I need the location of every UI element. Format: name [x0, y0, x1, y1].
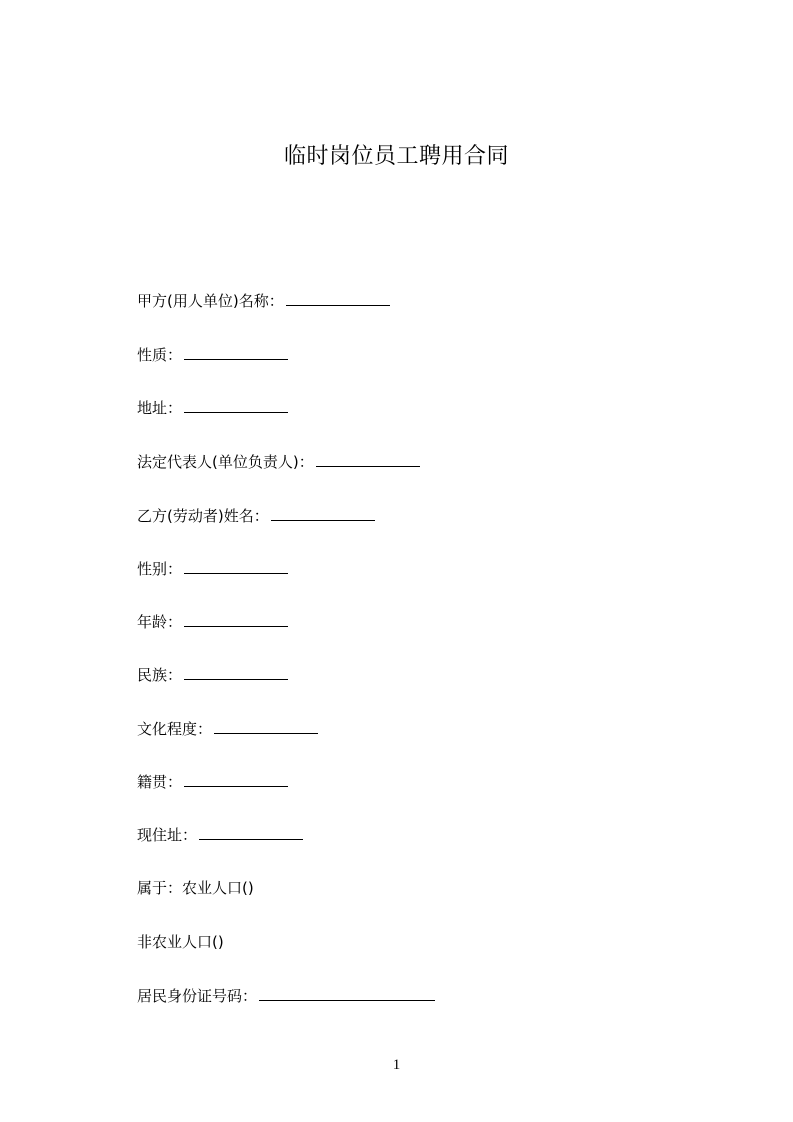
employer-name-field[interactable] [286, 291, 390, 306]
native-place-label: 籍贯： [137, 773, 183, 791]
worker-name-field[interactable] [271, 506, 375, 521]
gender-field[interactable] [184, 559, 288, 574]
address-label: 地址： [137, 399, 183, 417]
id-number-line [137, 986, 435, 1006]
ethnicity-label: 民族： [137, 666, 183, 684]
employer-name-label: 甲方(用人单位)名称： [137, 292, 284, 310]
education-label: 文化程度： [137, 720, 213, 738]
id-number-label: 居民身份证号码： [137, 987, 258, 1005]
age-field[interactable] [184, 612, 288, 627]
age-line [137, 612, 288, 632]
ethnicity-line [137, 665, 288, 685]
address-field[interactable] [184, 398, 288, 413]
worker-name-line [137, 506, 375, 526]
nature-line [137, 345, 288, 365]
legal-representative-field[interactable] [316, 452, 420, 467]
native-place-field[interactable] [184, 772, 288, 787]
page-number: 1 [392, 1057, 401, 1073]
native-place-line [137, 772, 288, 792]
id-number-field[interactable] [259, 986, 435, 1001]
current-address-label: 现住址： [137, 826, 198, 844]
current-address-field[interactable] [199, 825, 303, 840]
nature-field[interactable] [184, 345, 288, 360]
gender-label: 性别： [137, 560, 183, 578]
legal-representative-label: 法定代表人(单位负责人)： [137, 453, 314, 471]
ethnicity-field[interactable] [184, 665, 288, 680]
non-agricultural-household-line [137, 932, 224, 952]
address-line [137, 398, 288, 418]
non-agricultural-household-label: 非农业人口() [137, 933, 224, 951]
legal-representative-line [137, 452, 420, 472]
agricultural-household-line [137, 878, 254, 898]
gender-line [137, 559, 288, 579]
age-label: 年龄： [137, 613, 183, 631]
document-title: 临时岗位员工聘用合同 [283, 144, 509, 169]
employer-name-line [137, 291, 390, 311]
education-field[interactable] [214, 719, 318, 734]
agricultural-household-label: 属于：农业人口() [137, 879, 254, 897]
current-address-line [137, 825, 303, 845]
education-line [137, 719, 318, 739]
nature-label: 性质： [137, 346, 183, 364]
worker-name-label: 乙方(劳动者)姓名： [137, 507, 269, 525]
